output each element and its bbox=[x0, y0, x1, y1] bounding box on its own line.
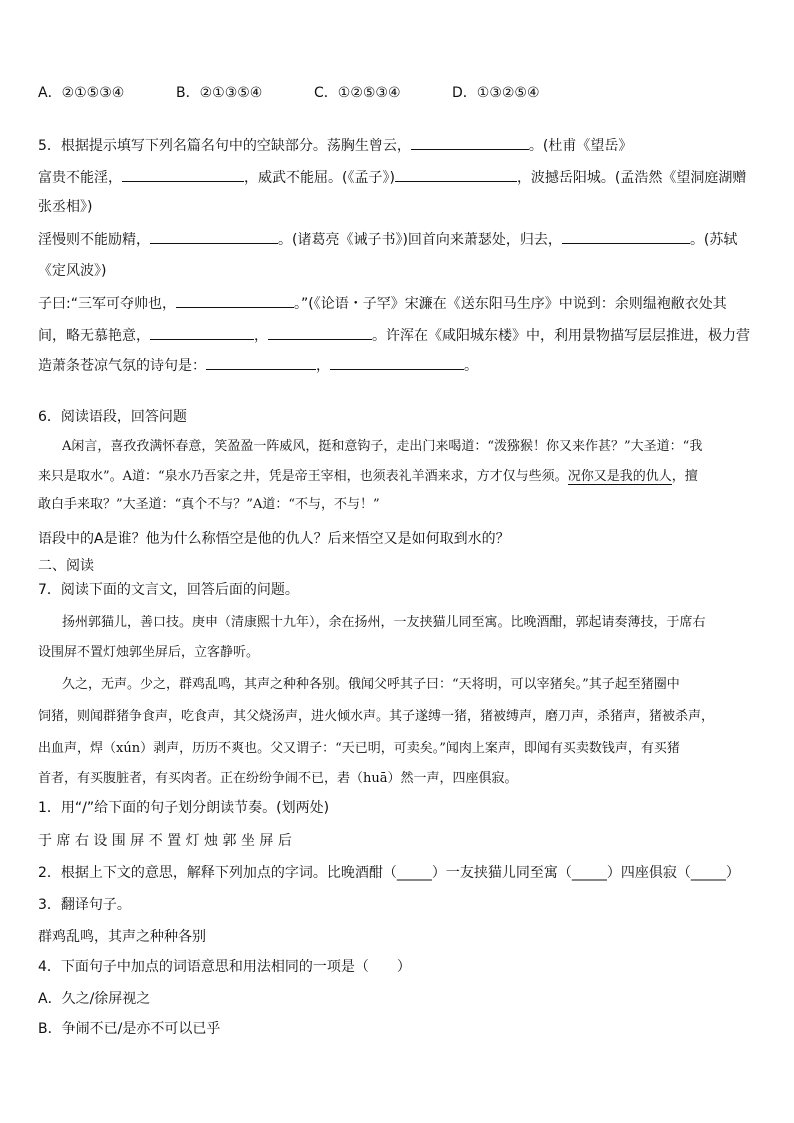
q5-text: 。许浑在《咸阳城东楼》中，利用景物描写层层推进，极力营 bbox=[372, 328, 750, 344]
answer-blank[interactable] bbox=[330, 356, 464, 370]
answer-blank[interactable] bbox=[176, 294, 294, 308]
q4-option-c: C．①②⑤③④ bbox=[314, 85, 401, 101]
q6-underlined-text: 况你又是我的仇人 bbox=[567, 469, 672, 484]
q5-line-6 bbox=[38, 294, 727, 313]
q6-passage-line-1: A闲言，喜孜孜满怀春意，笑盈盈一阵威风，挺和意钩子，走出门来喝道：“泼猕猴！你又来作甚？”大圣道：“我 bbox=[62, 439, 703, 454]
q5-text: 。(杜甫《望岳》 bbox=[528, 138, 633, 154]
answer-blank[interactable] bbox=[562, 230, 690, 244]
q5-text: ，波撼岳阳城。(孟浩然《望洞庭湖赠 bbox=[516, 170, 747, 186]
q5-line-8 bbox=[38, 356, 478, 375]
q7-sub-4-option-a: A．久之/徐屏视之 bbox=[38, 991, 151, 1007]
q7-sub-2: 2．根据上下文的意思，解释下列加点的字词。比晚酒酣（_____）一友挟猫儿同至寓（_____）四座俱寂（_____） bbox=[38, 865, 740, 881]
q5-text: 。”(《论语・子罕》宋濂在《送东阳马生序》中说到：余则缊袍敝衣处其 bbox=[293, 296, 727, 312]
q7-sub-4: 4．下面句子中加点的词语意思和用法相同的一项是（ ） bbox=[38, 959, 411, 975]
q5-text: 间，略无慕艳意， bbox=[38, 328, 150, 344]
q5-text: 。 bbox=[464, 358, 478, 374]
q7-sub-1: 1．用“/”给下面的句子划分朗读节奏。(划两处) bbox=[38, 800, 330, 816]
q5-text: 富贵不能淫， bbox=[38, 170, 122, 186]
answer-blank[interactable] bbox=[122, 168, 244, 182]
q5-text: 张丞相》) bbox=[38, 199, 93, 215]
q7-sub-3-text: 群鸡乱鸣，其声之种种各别 bbox=[38, 929, 206, 945]
q6-passage-line-2 bbox=[38, 468, 698, 486]
q7-passage-line-2: 设围屏不置灯烛郭坐屏后，立客静听。 bbox=[38, 645, 260, 660]
q5-line-2 bbox=[38, 168, 746, 187]
q5-text: 淫慢则不能励精， bbox=[38, 232, 150, 248]
q5-text: ， bbox=[316, 358, 330, 374]
q7-sub-4-option-b: B．争闹不已/是亦不可以已乎 bbox=[38, 1021, 221, 1037]
answer-blank[interactable] bbox=[411, 136, 529, 150]
q5-text: ， bbox=[254, 328, 268, 344]
q5-text: 《定风波》) bbox=[38, 263, 107, 279]
q6-text: 来只是取水”。A道：“泉水乃吾家之井，凭是帝王宰相，也须表礼羊酒来求，方才仅与些须。 bbox=[38, 469, 568, 484]
q4-option-d: D．①③②⑤④ bbox=[452, 85, 540, 101]
q7-passage-line-4: 饲猪，则闻群猪争食声，吃食声，其父烧汤声，进火倾水声。其子遂缚一猪，猪被缚声，磨刀声，杀猪声，猪被杀声， bbox=[38, 709, 715, 724]
q6-passage-line-3: 敢白手来取？”大圣道：“真个不与？”A道：“不与，不与！” bbox=[38, 497, 380, 512]
q7-sub-1-text: 于 席 右 设 围 屏 不 置 灯 烛 郭 坐 屏 后 bbox=[38, 833, 292, 849]
q5-line-1 bbox=[38, 136, 632, 155]
q4-option-b: B．②①③⑤④ bbox=[176, 85, 263, 101]
q6-title: 6．阅读语段，回答问题 bbox=[38, 409, 187, 425]
q5-line-3 bbox=[38, 198, 92, 216]
q5-line-7 bbox=[38, 326, 750, 345]
q5-text: 造萧条苍凉气氛的诗句是： bbox=[38, 358, 206, 374]
answer-blank[interactable] bbox=[268, 326, 372, 340]
section-heading: 二、阅读 bbox=[38, 558, 94, 574]
q5-text: ，威武不能屈。(《孟子》) bbox=[244, 170, 395, 186]
q5-text: 子曰:“三军可夺帅也， bbox=[38, 296, 176, 312]
q7-title: 7．阅读下面的文言文，回答后面的问题。 bbox=[38, 582, 299, 598]
q4-option-a: A．②①⑤③④ bbox=[38, 85, 125, 101]
answer-blank[interactable] bbox=[206, 356, 316, 370]
q7-passage-line-3: 久之，无声。少之，群鸡乱鸣，其声之种种各别。俄闻父呼其子曰：“天将明，可以宰猪矣。”其子起至猪圈中 bbox=[62, 677, 680, 692]
q5-line-5 bbox=[38, 262, 106, 280]
answer-blank[interactable] bbox=[150, 326, 254, 340]
q5-text: 。(苏轼 bbox=[689, 232, 738, 248]
q7-passage-line-6: 首者，有买腹脏者，有买肉者。正在纷纷争闹不已，砉（huā）然一声，四座俱寂。 bbox=[38, 771, 518, 786]
q6-text: ，擅 bbox=[671, 469, 698, 484]
q7-passage-line-5: 出血声，焊（xún）剥声，历历不爽也。父又谓子：“天已明，可卖矣。”闻肉上案声，即闻有买卖数钱声，有买猪 bbox=[38, 741, 680, 756]
q7-sub-3: 3．翻译句子。 bbox=[38, 897, 131, 913]
q5-line-4 bbox=[38, 230, 737, 249]
q5-text: 。(诸葛亮《诫子书》)回首向来萧瑟处，归去， bbox=[278, 232, 562, 248]
q5-text: 5．根据提示填写下列名篇名句中的空缺部分。荡胸生曾云， bbox=[38, 138, 411, 154]
q6-question: 语段中的A是谁？他为什么称悟空是他的仇人？后来悟空又是如何取到水的？ bbox=[38, 531, 510, 547]
q4-options bbox=[38, 84, 540, 102]
answer-blank[interactable] bbox=[150, 230, 278, 244]
answer-blank[interactable] bbox=[395, 168, 517, 182]
q7-passage-line-1: 扬州郭猫儿，善口技。庚申（清康熙十九年），余在扬州，一友挟猫儿同至寓。比晚酒酣，郭起请奏薄技，于席右 bbox=[62, 615, 706, 630]
